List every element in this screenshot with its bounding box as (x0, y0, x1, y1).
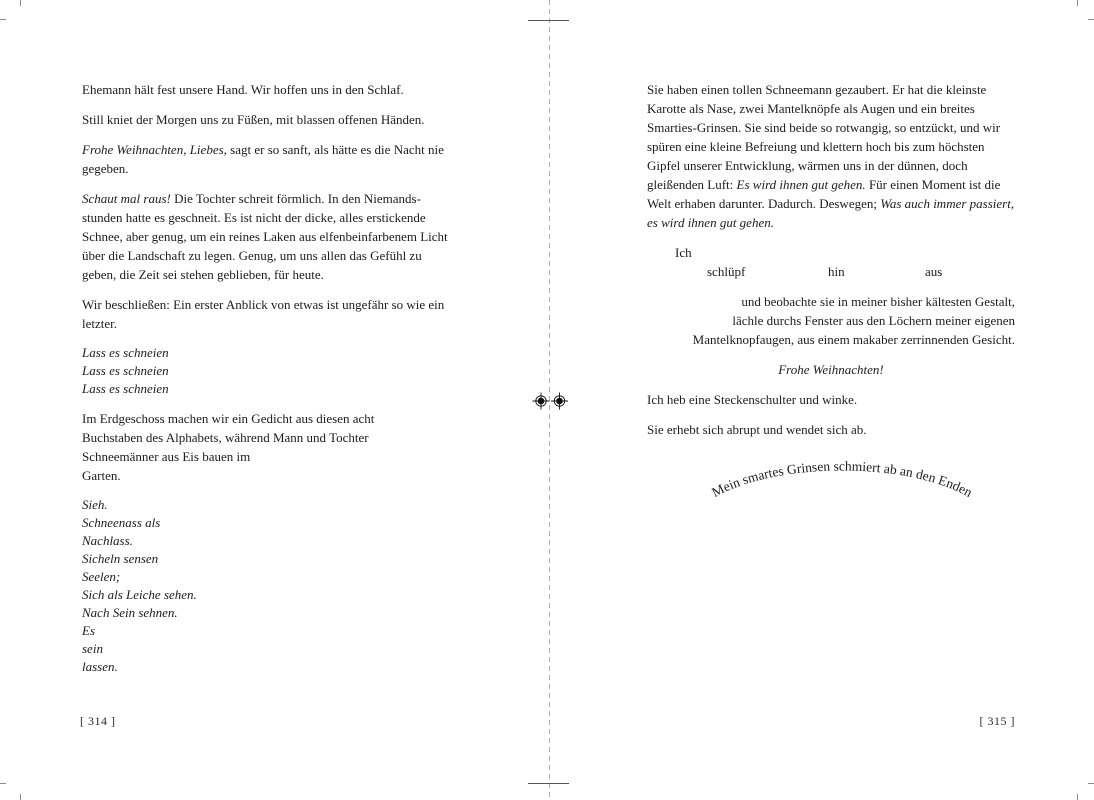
paragraph: Wir beschließen: Ein erster Anblick von etwas ist ungefähr so wie ein letzter. (82, 297, 445, 331)
registration-mark-icon (533, 393, 550, 410)
scattered-word: schlüpf (707, 264, 746, 279)
curved-text-block (692, 450, 1015, 519)
corner-trim-tick (0, 783, 6, 784)
paragraph: Sie haben einen tollen Schneemann gezaubert. Er hat die kleinste Karotte als Nase, zwei Mantelknöpfe als Augen und ein breites Smarties-Grinsen. Sie sind beide so rotwangig, so entzückt, und wir spüren eine kleine Befreiung und klettern hoch bis zum höchsten Gipfel unserer Entwicklung, wärmen uns in der dünnen, doch gleißenden Luft: Es wird ihnen gut gehen. Für einen Moment ist die Welt erhaben darunter. Dadurch. Deswegen; Was auch immer passiert, es wird ihnen gut gehen. (647, 82, 1015, 230)
corner-trim-tick (1077, 794, 1078, 800)
curved-text (692, 450, 992, 514)
page-number-left: [ 314 ] (80, 714, 116, 728)
paragraph: Sie erhebt sich abrupt und wendet sich ab. (647, 422, 867, 437)
paragraph: Still kniet der Morgen uns zu Füßen, mit blassen offenen Händen. (82, 112, 425, 127)
paragraph: Frohe Weihnachten, Liebes, sagt er so sanft, als hätte es die Nacht nie gegeben. (82, 142, 444, 176)
refrain-stanza: Lass es schneien Lass es schneien Lass es schneien (82, 345, 169, 396)
alphabet-poem: Sieh. Schneenass als Nachlass. Sicheln sensen Seelen; Sich als Leiche sehen. Nach Sein sehnen. Es sein lassen. (82, 497, 197, 674)
scattered-word: hin (828, 264, 845, 279)
curved-text-line: Mein smartes Grinsen schmiert ab an den Enden (709, 458, 975, 500)
paragraph: Ehemann hält fest unsere Hand. Wir hoffen uns in den Schlaf. (82, 82, 404, 97)
trim-mark-top (528, 20, 569, 21)
corner-trim-tick (1077, 0, 1078, 6)
corner-trim-tick (0, 19, 6, 20)
centered-greeting: Frohe Weihnachten! (778, 362, 884, 377)
paragraph: Im Erdgeschoss machen wir ein Gedicht aus diesen acht Buchstaben des Alphabets, während Mann und Tochter Schneemänner aus Eis bauen im Garten. (82, 411, 375, 483)
right-aligned-paragraph: und beobachte sie in meiner bisher kältesten Gestalt, lächle durchs Fenster aus den Löchern meiner eigenen Mantelknopfaugen, aus einem makaber zerrinnenden Gesicht. (692, 294, 1015, 347)
trim-mark-bottom (528, 783, 569, 784)
scattered-word: Ich (675, 245, 692, 260)
corner-trim-tick (20, 0, 21, 6)
page-number-right: [ 315 ] (979, 714, 1015, 728)
left-page (82, 80, 502, 687)
scattered-words-block (647, 243, 1015, 281)
corner-trim-tick (1088, 783, 1094, 784)
corner-trim-tick (20, 794, 21, 800)
paragraph: Schaut mal raus! Die Tochter schreit förmlich. In den Niemands- stunden hatte es geschneit. Es ist nicht der dicke, alles erstickende Schnee, aber genug, um ein reines Laken aus elfenbeinfarbenem Licht über die Landschaft zu legen. Genug, um uns allen das Gefühl zu geben, die Zeit sei stehen geblieben, für heute. (82, 191, 448, 282)
svg-text:Mein smartes Grinsen schmiert (709, 458, 975, 500)
scattered-word: aus (925, 264, 943, 279)
registration-marks (528, 388, 572, 415)
right-page (647, 80, 1015, 519)
corner-trim-tick (1088, 19, 1094, 20)
registration-mark-icon (551, 393, 568, 410)
paragraph: Ich heb eine Steckenschulter und winke. (647, 392, 858, 407)
